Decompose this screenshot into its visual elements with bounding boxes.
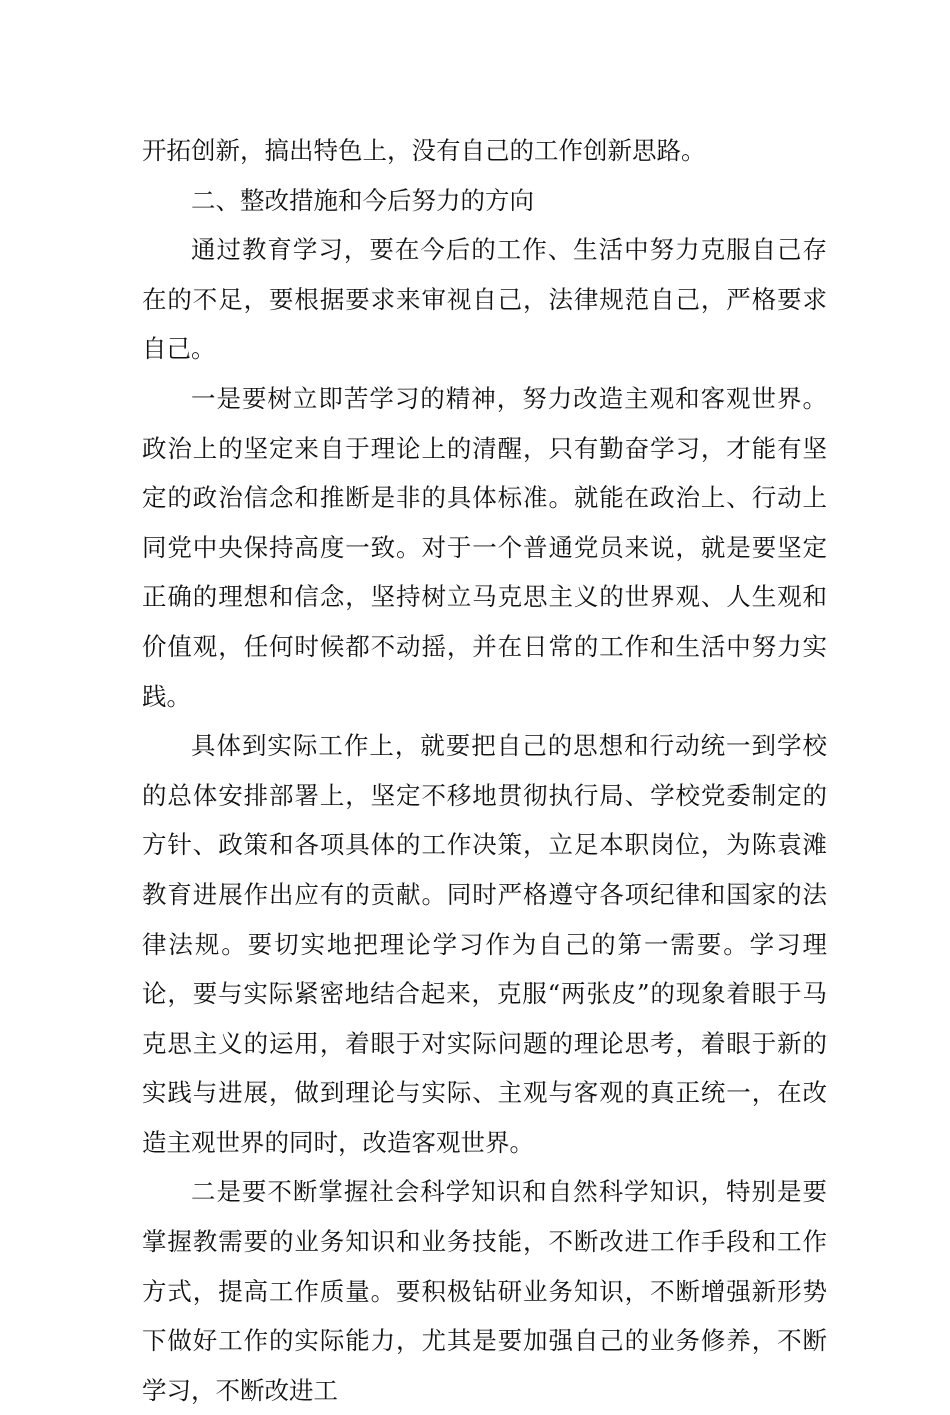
paragraph-practical-work: 具体到实际工作上，就要把自己的思想和行动统一到学校的总体安排部署上，坚定不移地贯彻执行局、学校党委制定的方针、政策和各项具体的工作决策，立足本职岗位，为陈袁滩教育进展作出应有的贡献。同时严格遵守各项纪律和国家的法律法规。要切实地把理论学习作为自己的第一需要。学习理论，要与实际紧密地结合起来，克服“两张皮”的现象着眼于马克思主义的运用，着眼于对实际问题的理论思考，着眼于新的实践与进展，做到理论与实际、主观与客观的真正统一，在改造主观世界的同时，改造客观世界。 — [142, 731, 827, 1157]
paragraph-point-one: 一是要树立即苦学习的精神，努力改造主观和客观世界。政治上的坚定来自于理论上的清醒，只有勤奋学习，才能有坚定的政治信念和推断是非的具体标准。就能在政治上、行动上同党中央保持高度一致。对于一个普通党员来说，就是要坚定正确的理想和信念，坚持树立马克思主义的世界观、人生观和价值观，任何时候都不动摇，并在日常的工作和生活中努力实践。 — [142, 383, 827, 711]
paragraph-intro: 通过教育学习，要在今后的工作、生活中努力克服自己存在的不足，要根据要求来审视自己，法律规范自己，严格要求自己。 — [142, 235, 827, 364]
section-heading: 二、整改措施和今后努力的方向 — [191, 185, 534, 215]
paragraph-continuation: 开拓创新，搞出特色上，没有自己的工作创新思路。 — [142, 136, 706, 165]
paragraph-point-two: 二是要不断掌握社会科学知识和自然科学知识，特别是要掌握教需要的业务知识和业务技能，不断改进工作手段和工作方式，提高工作质量。要积极钻研业务知识，不断增强新形势下做好工作的实际能力，尤其是要加强自己的业务修养，不断学习，不断改进工 — [142, 1177, 827, 1405]
document-body — [142, 126, 827, 1415]
